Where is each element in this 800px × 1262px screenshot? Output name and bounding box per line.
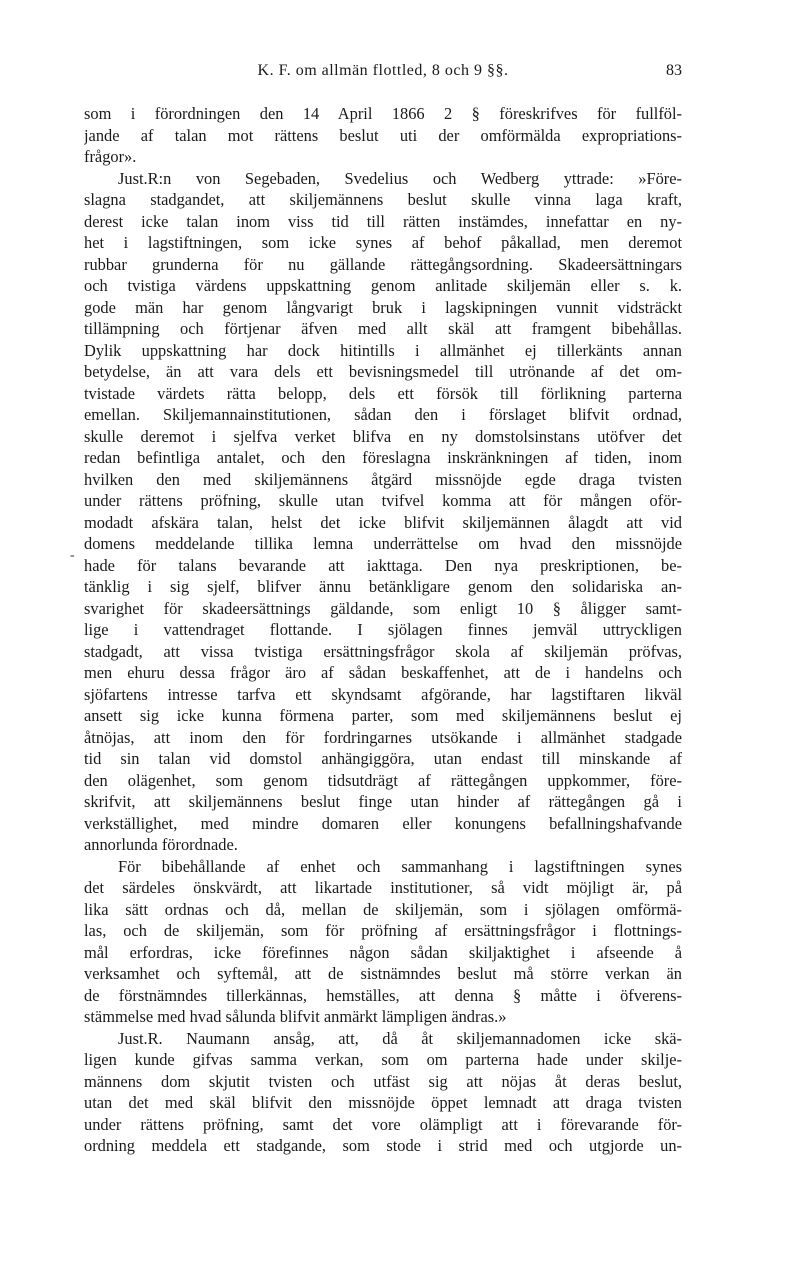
- text-line: skulle deremot i sjelfva verket blifva en ny domstolsinstans utöfver det: [84, 426, 682, 446]
- text-line: den olägenhet, som genom tidsutdrägt af rättegången uppkommer, före-: [84, 770, 682, 790]
- text-line: Dylik uppskattning har dock hitintills i allmänhet ej tillerkänts annan: [84, 340, 682, 360]
- text-line: lige i vattendraget flottande. I sjölagen finnes jemväl uttryckligen: [84, 620, 682, 639]
- text-line: skrifvit, att skiljemännens beslut finge utan hinder af rättegången gå i: [84, 792, 682, 811]
- text-line: För bibehållande af enhet och sammanhang i lagstiftningen synes: [118, 856, 682, 876]
- text-line: stadgadt, att vissa tvistiga ersättningsfrågor skola af skiljemän pröfvas,: [84, 641, 682, 661]
- text-line: emellan. Skiljemannainstitutionen, sådan den i förslaget blifvit ordnad,: [84, 405, 682, 424]
- text-line: under rättens pröfning, samt det vore olämpligt att i förevarande för-: [84, 1114, 682, 1134]
- text-line: männens dom skjutit tvisten och utfäst sig att nöjas åt deras beslut,: [84, 1071, 682, 1091]
- text-line: annorlunda förordnade.: [84, 835, 238, 854]
- text-line: och tvistiga värdens uppskattning genom anlitade skiljemän eller s. k.: [84, 276, 682, 295]
- text-line: utan det med skäl blifvit den missnöjde öppet lemnadt att draga tvisten: [84, 1093, 682, 1112]
- text-line: rubbar grunderna för nu gällande rättegångsordning. Skadeersättningars: [84, 254, 682, 274]
- text-line: men ehuru dessa frågor äro af sådan beskaffenhet, att de i handelns och: [84, 663, 682, 682]
- text-line: hvilken den med skiljemännens åtgärd missnöjde egde draga tvisten: [84, 469, 682, 489]
- text-line: betydelse, än att vara dels ett bevisningsmedel till utrönande af det om-: [84, 362, 682, 381]
- text-line: tänklig i sig sjelf, blifver ännu betänkligare genom den solidariska an-: [84, 577, 682, 596]
- text-line: stämmelse med hvad sålunda blifvit anmärkt lämpligen ändras.»: [84, 1007, 507, 1026]
- text-line: under rättens pröfning, skulle utan tvifvel komma att för mången oför-: [84, 491, 682, 510]
- body-text: [84, 103, 682, 1157]
- text-line: Just.R. Naumann ansåg, att, då åt skiljemannadomen icke skä-: [118, 1028, 682, 1048]
- text-line: lika sätt ordnas och då, mellan de skiljemän, som i sjölagen omförmä-: [84, 899, 682, 919]
- text-line: sjöfartens intresse tarfva ett skyndsamt afgörande, har lagstiftaren likväl: [84, 684, 682, 704]
- text-line: ordning meddela ett stadgande, som stode i strid med och utgjorde un-: [84, 1136, 682, 1155]
- text-line: frågor».: [84, 147, 137, 166]
- text-line: de förstnämndes tillerkännas, hemställes, att denna § måtte i öfverens-: [84, 985, 682, 1005]
- text-line: gode män har genom långvarigt bruk i lagskipningen vunnit vidsträckt: [84, 297, 682, 317]
- text-line: svarighet för skadeersättnings gäldande, som enligt 10 § åligger samt-: [84, 598, 682, 618]
- running-head: K. F. om allmän flottled, 8 och 9 §§.: [257, 62, 509, 79]
- text-line: jande af talan mot rättens beslut uti der omförmälda expropriations-: [84, 125, 682, 145]
- text-line: hade för talans bevarande att iakttaga. Den nya preskriptionen, be-: [84, 555, 682, 575]
- text-line: domens meddelande tillika lemna underrättelse om hvad den missnöjde: [84, 534, 682, 553]
- text-line: det särdeles önskvärdt, att likartade institutioner, så vidt möjligt är, på: [84, 878, 682, 897]
- page-number: 83: [666, 62, 682, 79]
- text-line: Just.R:n von Segebaden, Svedelius och Wedberg yttrade: »Före-: [118, 168, 682, 188]
- text-line: ligen kunde gifvas samma verkan, som om parterna hade under skilje-: [84, 1050, 682, 1069]
- text-line: derest icke talan inom viss tid till rätten instämdes, innefattar en ny-: [84, 211, 682, 231]
- text-line: verksamhet och syftemål, att de sistnämndes beslut må större verkan än: [84, 964, 682, 983]
- text-line: mål erfordras, icke förefinnes någon sådan skiljaktighet i afseende å: [84, 942, 682, 962]
- page-header: [84, 62, 682, 86]
- text-line: åtnöjas, att inom den för fordringarnes utsökande i allmänhet stadgade: [84, 727, 682, 747]
- text-line: las, och de skiljemän, som för pröfning af ersättningsfrågor i flottnings-: [84, 921, 682, 940]
- text-line: tvistade värdets rätta belopp, dels ett försök till förlikning parterna: [84, 383, 682, 403]
- text-line: tillämpning och förtjenar äfven med allt skäl att framgent bibehållas.: [84, 319, 682, 338]
- text-line: redan befintliga antalet, och den föreslagna inskränkningen af tiden, inom: [84, 448, 682, 467]
- margin-mark: -: [70, 548, 75, 563]
- text-line: tid sin talan vid domstol anhängiggöra, utan endast till minskande af: [84, 749, 682, 768]
- text-line: som i förordningen den 14 April 1866 2 § föreskrifves för fullföl-: [84, 104, 682, 123]
- text-line: het i lagstiftningen, som icke synes af behof påkallad, men deremot: [84, 233, 682, 252]
- text-line: ansett sig icke kunna förmena parter, som med skiljemännens beslut ej: [84, 706, 682, 725]
- text-line: modadt afskära talan, helst det icke blifvit skiljemännen ålagdt att vid: [84, 512, 682, 532]
- text-line: verkställighet, med mindre domaren eller konungens befallningshafvande: [84, 813, 682, 833]
- text-line: slagna stadgandet, att skiljemännens beslut skulle vinna laga kraft,: [84, 190, 682, 209]
